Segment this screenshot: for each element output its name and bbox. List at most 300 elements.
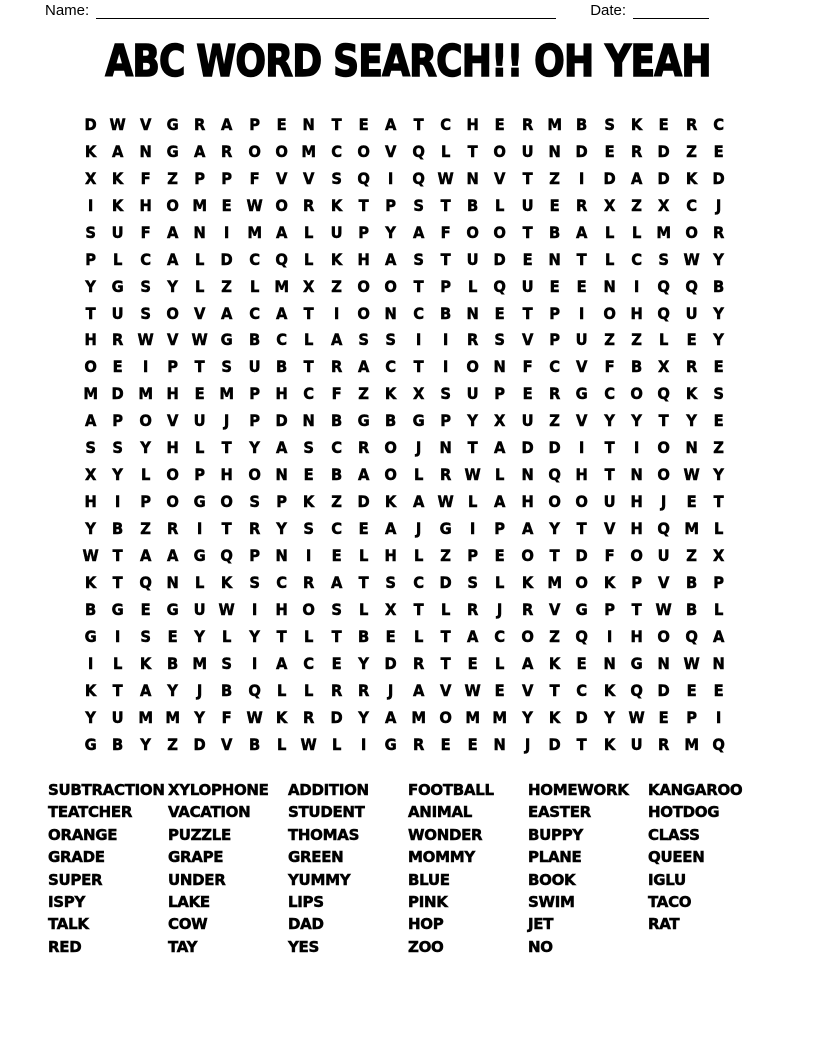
word-list-item: QUEEN <box>648 848 705 867</box>
grid-letter: E <box>358 519 369 539</box>
date-label: Date: <box>590 2 627 19</box>
grid-letter: Z <box>685 545 697 565</box>
grid-letter: C <box>412 572 424 592</box>
grid-letter: S <box>658 249 670 269</box>
grid-letter: G <box>439 519 452 539</box>
grid-letter: B <box>221 680 233 700</box>
grid-letter: H <box>275 599 288 619</box>
grid-letter: V <box>494 168 506 188</box>
grid-letter: Y <box>685 411 697 431</box>
word-list-item: IGLU <box>648 870 686 889</box>
grid-letter: Q <box>493 276 507 296</box>
grid-letter: F <box>249 168 260 188</box>
word-list-item: TEATCHER <box>48 803 133 822</box>
word-list-item: YES <box>288 937 320 956</box>
word-list-item: PINK <box>408 892 448 911</box>
grid-letter: Z <box>167 168 178 188</box>
grid-letter: K <box>603 572 615 592</box>
word-list-item: JET <box>528 915 554 934</box>
grid-letter: H <box>466 114 479 134</box>
grid-letter: P <box>385 195 397 215</box>
word-list-item: ISPY <box>48 892 86 911</box>
grid-letter: C <box>494 626 506 646</box>
grid-letter: O <box>166 303 179 323</box>
grid-letter: S <box>331 168 342 188</box>
grid-letter: M <box>492 707 508 727</box>
grid-letter: H <box>220 465 234 485</box>
grid-letter: P <box>549 303 561 323</box>
date-blank-line <box>633 3 709 19</box>
name-label: Name: <box>45 2 90 19</box>
grid-letter: Y <box>713 303 724 323</box>
grid-letter: W <box>683 249 700 269</box>
grid-letter: B <box>549 222 561 242</box>
grid-letter: Y <box>194 707 206 727</box>
grid-letter: R <box>576 195 588 215</box>
grid-letter: U <box>193 599 206 619</box>
name-blank-line <box>96 3 556 19</box>
grid-letter: F <box>522 357 533 377</box>
grid-letter: J <box>197 680 203 700</box>
grid-letter: T <box>658 411 669 431</box>
grid-letter: S <box>331 599 342 619</box>
grid-letter: J <box>661 492 667 512</box>
grid-letter: X <box>494 411 506 431</box>
word-list-item: CLASS <box>648 825 700 844</box>
grid-letter: G <box>84 626 97 646</box>
grid-letter: L <box>604 249 614 269</box>
grid-letter: H <box>357 249 370 269</box>
grid-letter: E <box>686 330 697 350</box>
grid-letter: P <box>467 545 479 565</box>
grid-letter: E <box>549 276 560 296</box>
grid-letter: I <box>360 734 367 754</box>
grid-letter: R <box>412 734 424 754</box>
grid-letter: T <box>222 519 233 539</box>
grid-letter: D <box>712 168 725 188</box>
grid-letter: V <box>276 168 288 188</box>
grid-letter: E <box>112 357 123 377</box>
word-list-item: ADDITION <box>288 781 369 799</box>
grid-letter: N <box>275 465 288 485</box>
grid-letter: Y <box>85 707 96 727</box>
grid-letter: T <box>413 114 424 134</box>
grid-letter: A <box>712 626 725 646</box>
grid-letter: T <box>303 357 315 377</box>
grid-letter: N <box>493 734 507 754</box>
grid-letter: E <box>495 545 506 565</box>
grid-letter: C <box>276 572 288 592</box>
grid-letter: T <box>358 195 369 215</box>
grid-letter: A <box>412 222 424 242</box>
grid-letter: A <box>276 438 288 458</box>
grid-letter: A <box>221 114 233 134</box>
grid-letter: C <box>631 249 642 269</box>
grid-letter: Y <box>713 249 724 269</box>
grid-letter: B <box>576 114 588 134</box>
word-list-item: EASTER <box>528 803 591 822</box>
grid-letter: L <box>304 222 314 242</box>
grid-letter: L <box>304 330 314 350</box>
grid-letter: I <box>115 626 121 646</box>
grid-letter: G <box>575 384 589 404</box>
grid-letter: F <box>331 384 342 404</box>
grid-letter: E <box>222 195 233 215</box>
grid-letter: U <box>248 357 261 377</box>
grid-letter: D <box>357 492 370 512</box>
grid-letter: R <box>658 734 670 754</box>
word-list-item: GREEN <box>288 848 344 867</box>
grid-letter: D <box>575 707 589 727</box>
grid-letter: M <box>192 653 208 673</box>
grid-letter: I <box>333 303 340 323</box>
grid-letter: B <box>685 572 697 592</box>
grid-letter: T <box>467 141 478 161</box>
word-list-item: ZOO <box>408 937 444 956</box>
grid-letter: E <box>522 384 533 404</box>
grid-letter: J <box>715 195 722 215</box>
grid-letter: V <box>194 303 206 323</box>
grid-letter: X <box>603 195 615 215</box>
grid-letter: G <box>111 276 124 296</box>
word-list-item: RED <box>48 937 82 956</box>
grid-letter: A <box>630 168 643 188</box>
grid-letter: K <box>385 384 397 404</box>
grid-letter: A <box>330 330 343 350</box>
grid-letter: S <box>385 572 397 592</box>
grid-letter: A <box>357 465 370 485</box>
grid-letter: O <box>466 357 480 377</box>
grid-letter: W <box>464 465 481 485</box>
grid-letter: T <box>440 195 451 215</box>
grid-letter: L <box>440 599 451 619</box>
grid-letter: I <box>251 653 258 673</box>
grid-letter: G <box>412 411 425 431</box>
grid-letter: D <box>221 249 234 269</box>
grid-letter: G <box>84 734 97 754</box>
grid-letter: O <box>521 545 534 565</box>
grid-letter: U <box>603 492 616 512</box>
grid-letter: U <box>521 195 534 215</box>
word-list-column <box>648 779 768 958</box>
grid-letter: K <box>303 492 315 512</box>
grid-letter: M <box>137 384 153 404</box>
grid-letter: L <box>304 249 314 269</box>
grid-letter: S <box>603 114 615 134</box>
grid-letter: F <box>604 545 615 565</box>
grid-letter: T <box>576 734 588 754</box>
grid-letter: C <box>685 195 697 215</box>
grid-letter: N <box>302 114 316 134</box>
grid-letter: I <box>415 330 421 350</box>
grid-letter: T <box>549 545 560 565</box>
grid-letter: V <box>166 330 179 350</box>
grid-letter: O <box>493 222 507 242</box>
word-list-item: SWIM <box>528 892 575 911</box>
grid-letter: D <box>521 438 534 458</box>
grid-letter: P <box>249 411 260 431</box>
grid-letter: P <box>85 249 97 269</box>
grid-letter: U <box>630 734 643 754</box>
grid-letter: G <box>357 411 370 431</box>
grid-letter: L <box>413 465 423 485</box>
grid-letter: U <box>111 303 124 323</box>
grid-letter: S <box>713 384 724 404</box>
grid-letter: K <box>330 249 343 269</box>
grid-letter: Q <box>712 734 725 754</box>
word-list-item: TAY <box>168 937 198 956</box>
grid-letter: L <box>140 465 150 485</box>
grid-letter: S <box>139 276 151 296</box>
grid-letter: S <box>139 626 151 646</box>
grid-letter: Z <box>330 492 342 512</box>
grid-letter: O <box>248 465 261 485</box>
grid-letter: B <box>330 411 342 431</box>
grid-letter: Y <box>713 330 724 350</box>
grid-letter: Y <box>549 519 561 539</box>
grid-letter: B <box>85 599 97 619</box>
grid-letter: S <box>85 222 96 242</box>
word-list-item: ORANGE <box>48 825 118 844</box>
grid-letter: Q <box>684 626 698 646</box>
grid-letter: O <box>575 492 589 512</box>
grid-letter: M <box>83 384 98 404</box>
grid-letter: S <box>112 438 124 458</box>
grid-letter: U <box>466 249 479 269</box>
grid-letter: Y <box>603 707 615 727</box>
grid-letter: A <box>521 519 534 539</box>
grid-letter: P <box>631 572 642 592</box>
grid-letter: Y <box>249 438 260 458</box>
grid-letter: C <box>440 114 451 134</box>
grid-letter: S <box>467 572 479 592</box>
grid-letter: I <box>579 303 585 323</box>
grid-letter: Q <box>657 276 671 296</box>
word-list-item: LAKE <box>168 892 210 911</box>
grid-letter: U <box>193 411 206 431</box>
grid-letter: N <box>685 438 698 458</box>
grid-letter: I <box>442 357 449 377</box>
grid-letter: W <box>683 653 700 673</box>
grid-letter: E <box>604 141 615 161</box>
grid-letter: R <box>439 465 452 485</box>
grid-letter: N <box>466 168 479 188</box>
grid-letter: I <box>470 519 476 539</box>
grid-letter: O <box>684 222 698 242</box>
grid-letter: L <box>195 438 205 458</box>
grid-letter: M <box>547 114 563 134</box>
grid-letter: H <box>630 492 643 512</box>
grid-letter: B <box>112 734 124 754</box>
grid-letter: K <box>685 384 697 404</box>
grid-letter: R <box>303 195 315 215</box>
grid-letter: O <box>220 492 234 512</box>
grid-letter: D <box>384 653 398 673</box>
word-list-item: PUZZLE <box>168 825 231 844</box>
grid-letter: I <box>224 222 230 242</box>
grid-letter: C <box>303 384 315 404</box>
grid-letter: X <box>84 168 97 188</box>
word-list-item: TALK <box>48 915 89 934</box>
grid-letter: P <box>249 384 260 404</box>
grid-letter: G <box>166 141 179 161</box>
grid-letter: Z <box>549 168 561 188</box>
grid-letter: X <box>385 599 397 619</box>
grid-letter: R <box>357 680 370 700</box>
grid-letter: N <box>493 357 507 377</box>
grid-letter: A <box>166 545 179 565</box>
grid-letter: Y <box>249 626 260 646</box>
grid-letter: P <box>249 114 260 134</box>
grid-letter: U <box>521 411 534 431</box>
grid-letter: D <box>439 572 452 592</box>
word-list-item: GRAPE <box>168 848 224 867</box>
grid-letter: B <box>630 357 643 377</box>
grid-letter: V <box>439 680 452 700</box>
grid-letter: Y <box>167 680 178 700</box>
grid-letter: O <box>302 599 316 619</box>
grid-letter: I <box>306 545 312 565</box>
grid-letter: E <box>522 249 533 269</box>
grid-letter: P <box>358 222 370 242</box>
grid-letter: V <box>548 599 561 619</box>
word-list-item: UNDER <box>168 870 226 889</box>
grid-letter: L <box>277 680 287 700</box>
grid-letter: J <box>497 599 503 619</box>
grid-letter: R <box>303 707 315 727</box>
grid-letter: N <box>466 303 479 323</box>
grid-letter: Q <box>138 572 152 592</box>
grid-letter: I <box>633 438 640 458</box>
word-list-item: KANGAROO <box>648 781 743 799</box>
grid-letter: K <box>685 168 697 188</box>
grid-letter: L <box>495 653 505 673</box>
grid-letter: C <box>249 303 260 323</box>
grid-letter: C <box>276 330 288 350</box>
grid-letter: W <box>300 734 318 754</box>
grid-letter: F <box>604 357 615 377</box>
grid-letter: A <box>385 114 397 134</box>
grid-letter: L <box>631 222 642 242</box>
grid-letter: N <box>139 141 152 161</box>
grid-letter: H <box>166 438 179 458</box>
grid-letter: P <box>685 707 697 727</box>
grid-letter: R <box>521 114 534 134</box>
word-list-item: THOMAS <box>288 825 360 844</box>
grid-letter: O <box>630 545 643 565</box>
grid-letter: K <box>548 707 561 727</box>
grid-letter: L <box>440 141 451 161</box>
grid-letter: P <box>194 465 206 485</box>
grid-letter: E <box>495 114 506 134</box>
grid-letter: K <box>521 572 534 592</box>
grid-letter: O <box>603 303 616 323</box>
grid-letter: E <box>686 492 697 512</box>
grid-letter: D <box>275 411 288 431</box>
grid-letter: I <box>606 626 613 646</box>
grid-letter: Z <box>330 276 342 296</box>
grid-letter: O <box>657 465 671 485</box>
grid-letter: U <box>111 707 124 727</box>
grid-letter: Y <box>139 438 151 458</box>
grid-letter: B <box>166 653 179 673</box>
grid-letter: Q <box>575 626 589 646</box>
grid-letter: Q <box>657 303 671 323</box>
grid-letter: U <box>330 222 343 242</box>
grid-letter: E <box>495 680 506 700</box>
grid-letter: T <box>413 357 424 377</box>
grid-letter: D <box>548 734 561 754</box>
grid-letter: R <box>248 519 261 539</box>
grid-letter: S <box>358 330 369 350</box>
grid-letter: F <box>140 168 151 188</box>
word-list-item: GRADE <box>48 848 105 867</box>
grid-letter: A <box>412 492 424 512</box>
grid-letter: N <box>657 653 671 673</box>
word-list-item: HOMEWORK <box>528 781 629 799</box>
grid-letter: Y <box>603 411 615 431</box>
grid-letter: N <box>603 653 616 673</box>
grid-letter: F <box>140 222 151 242</box>
grid-letter: N <box>548 141 561 161</box>
word-list-item: ANIMAL <box>408 803 473 822</box>
word-list-item: BUPPY <box>528 825 583 844</box>
grid-letter: O <box>275 195 288 215</box>
grid-letter: E <box>686 680 697 700</box>
grid-letter: D <box>330 707 343 727</box>
grid-letter: K <box>112 195 124 215</box>
grid-letter: I <box>87 653 94 673</box>
grid-letter: K <box>385 492 397 512</box>
grid-letter: L <box>604 222 614 242</box>
grid-letter: Y <box>522 707 533 727</box>
grid-letter: G <box>166 599 179 619</box>
grid-letter: H <box>166 384 179 404</box>
grid-letter: M <box>547 572 563 592</box>
grid-letter: K <box>112 168 124 188</box>
grid-letter: R <box>467 599 479 619</box>
grid-letter: Q <box>630 680 643 700</box>
grid-letter: V <box>303 168 315 188</box>
grid-letter: Y <box>85 276 96 296</box>
grid-letter: G <box>384 734 397 754</box>
grid-letter: S <box>249 492 260 512</box>
grid-letter: N <box>630 465 643 485</box>
grid-letter: T <box>112 572 123 592</box>
grid-letter: B <box>685 599 697 619</box>
grid-letter: B <box>276 357 288 377</box>
grid-letter: B <box>712 276 725 296</box>
grid-letter: W <box>137 330 154 350</box>
grid-letter: J <box>415 438 421 458</box>
grid-letter: T <box>576 249 588 269</box>
grid-letter: Z <box>685 141 697 161</box>
grid-letter: O <box>630 384 643 404</box>
grid-letter: C <box>303 653 315 673</box>
grid-letter: X <box>412 384 424 404</box>
grid-letter: L <box>495 465 505 485</box>
grid-letter: S <box>412 249 424 269</box>
grid-letter: Y <box>85 519 96 539</box>
grid-letter: O <box>575 572 589 592</box>
grid-letter: X <box>658 357 670 377</box>
grid-letter: F <box>440 222 451 242</box>
grid-letter: O <box>548 492 561 512</box>
grid-letter: N <box>439 438 452 458</box>
grid-letter: V <box>576 411 588 431</box>
grid-letter: S <box>303 438 315 458</box>
grid-letter: A <box>521 653 534 673</box>
